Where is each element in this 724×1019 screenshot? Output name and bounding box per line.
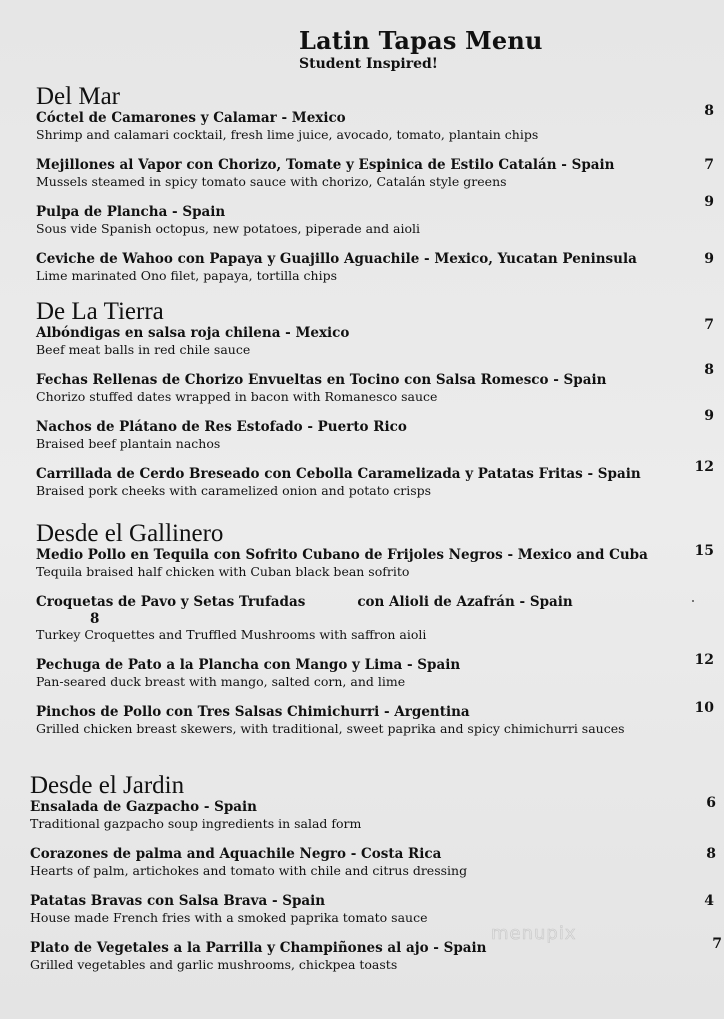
item-name: Ceviche de Wahoo con Papaya y Guajillo Aguachile - Mexico, Yucatan Peninsula (36, 251, 637, 267)
section-title: Del Mar (36, 83, 120, 110)
item-description: Grilled vegetables and garlic mushrooms, chickpea toasts (30, 957, 398, 972)
item-name: Cóctel de Camarones y Calamar - Mexico (36, 110, 346, 126)
menu-item (36, 594, 676, 643)
menu-item (36, 157, 714, 190)
item-price: 9 (704, 251, 714, 267)
item-name: Plato de Vegetales a la Parrilla y Champiñones al ajo - Spain (30, 940, 487, 956)
item-price: 12 (694, 459, 714, 475)
item-price: 8 (706, 846, 716, 862)
section-del-mar (36, 83, 714, 298)
item-description: Pan-seared duck breast with mango, salted corn, and lime (36, 674, 406, 689)
item-description: Sous vide Spanish octopus, new potatoes, piperade and aioli (36, 221, 421, 236)
menu-item (36, 103, 714, 143)
item-name: Patatas Bravas con Salsa Brava - Spain (30, 893, 326, 909)
menu-item (30, 846, 716, 879)
item-description: Tequila braised half chicken with Cuban black bean sofrito (36, 564, 410, 579)
item-description: Chorizo stuffed dates wrapped in bacon with Romanesco sauce (36, 389, 438, 404)
item-price: 4 (704, 893, 714, 909)
item-description: Grilled chicken breast skewers, with traditional, sweet paprika and spicy chimichurri sauces (36, 721, 625, 736)
item-name: Corazones de palma and Aquachile Negro - Costa Rica (30, 846, 442, 862)
item-price: 8 (704, 103, 714, 119)
item-price: 6 (706, 795, 716, 811)
item-price: 7 (704, 157, 714, 173)
item-name: Pulpa de Plancha - Spain (36, 204, 226, 220)
menu-subtitle: Student Inspired! (299, 56, 438, 72)
item-price: 7 (704, 317, 714, 333)
watermark-logo: menupix (491, 923, 577, 944)
item-name: Fechas Rellenas de Chorizo Envueltas en Tocino con Salsa Romesco - Spain (36, 372, 607, 388)
item-price: 10 (694, 700, 714, 716)
menu-title: Latin Tapas Menu (299, 26, 543, 55)
menu-item (36, 194, 714, 237)
item-name: Pinchos de Pollo con Tres Salsas Chimichurri - Argentina (36, 704, 470, 720)
item-description: House made French fries with a smoked paprika tomato sauce (30, 910, 428, 925)
item-description: Braised pork cheeks with caramelized onion and potato crisps (36, 483, 432, 498)
item-name: Ensalada de Gazpacho - Spain (30, 799, 257, 815)
menu-item (30, 936, 722, 973)
menu-item (36, 317, 714, 358)
item-description: Lime marinated Ono filet, papaya, tortilla chips (36, 268, 338, 283)
item-price: 12 (694, 652, 714, 668)
menu-item (30, 893, 714, 926)
item-description: Traditional gazpacho soup ingredients in salad form (30, 816, 362, 831)
item-price: 15 (694, 543, 714, 559)
menu-item (36, 700, 714, 737)
item-name-part: con Alioli de Azafrán - Spain (357, 594, 573, 610)
item-description: Shrimp and calamari cocktail, fresh lime juice, avocado, tomato, plantain chips (36, 127, 539, 142)
item-name: Carrillada de Cerdo Breseado con Cebolla Caramelizada y Patatas Fritas - Spain (36, 466, 641, 482)
item-name: Medio Pollo en Tequila con Sofrito Cubano de Frijoles Negros - Mexico and Cuba (36, 547, 648, 563)
menu-item (36, 362, 714, 405)
item-name-part: Croquetas de Pavo y Setas Trufadas (36, 594, 306, 610)
section-title: Desde el Jardin (30, 772, 185, 799)
item-name: Pechuga de Pato a la Plancha con Mango y Lima - Spain (36, 657, 461, 673)
item-name: Nachos de Plátano de Res Estofado - Puerto Rico (36, 419, 407, 435)
section-desde-el-gallinero (36, 520, 714, 751)
item-price: 9 (704, 408, 714, 424)
menu-item (36, 459, 714, 499)
item-name (36, 594, 616, 611)
item-description: Turkey Croquettes and Truffled Mushrooms with saffron aioli (36, 627, 427, 642)
item-description: Braised beef plantain nachos (36, 436, 221, 451)
item-description: Beef meat balls in red chile sauce (36, 342, 251, 357)
item-price: 7 (712, 936, 722, 952)
item-price: 9 (704, 194, 714, 210)
section-de-la-tierra (36, 298, 714, 513)
stray-mark (692, 600, 694, 602)
section-desde-el-jardin (30, 772, 722, 987)
menu-item (36, 652, 714, 690)
item-description: Mussels steamed in spicy tomato sauce with chorizo, Catalán style greens (36, 174, 507, 189)
section-title: Desde el Gallinero (36, 520, 224, 547)
section-title: De La Tierra (36, 298, 164, 325)
item-price: 8 (90, 611, 100, 627)
menu-item (36, 251, 714, 284)
menu-item (36, 408, 714, 452)
menu-item (36, 543, 714, 580)
item-name: Albóndigas en salsa roja chilena - Mexico (36, 325, 350, 341)
menu-item (30, 795, 716, 832)
item-description: Hearts of palm, artichokes and tomato with chile and citrus dressing (30, 863, 468, 878)
item-price: 8 (704, 362, 714, 378)
item-name: Mejillones al Vapor con Chorizo, Tomate y Espinica de Estilo Catalán - Spain (36, 157, 615, 173)
